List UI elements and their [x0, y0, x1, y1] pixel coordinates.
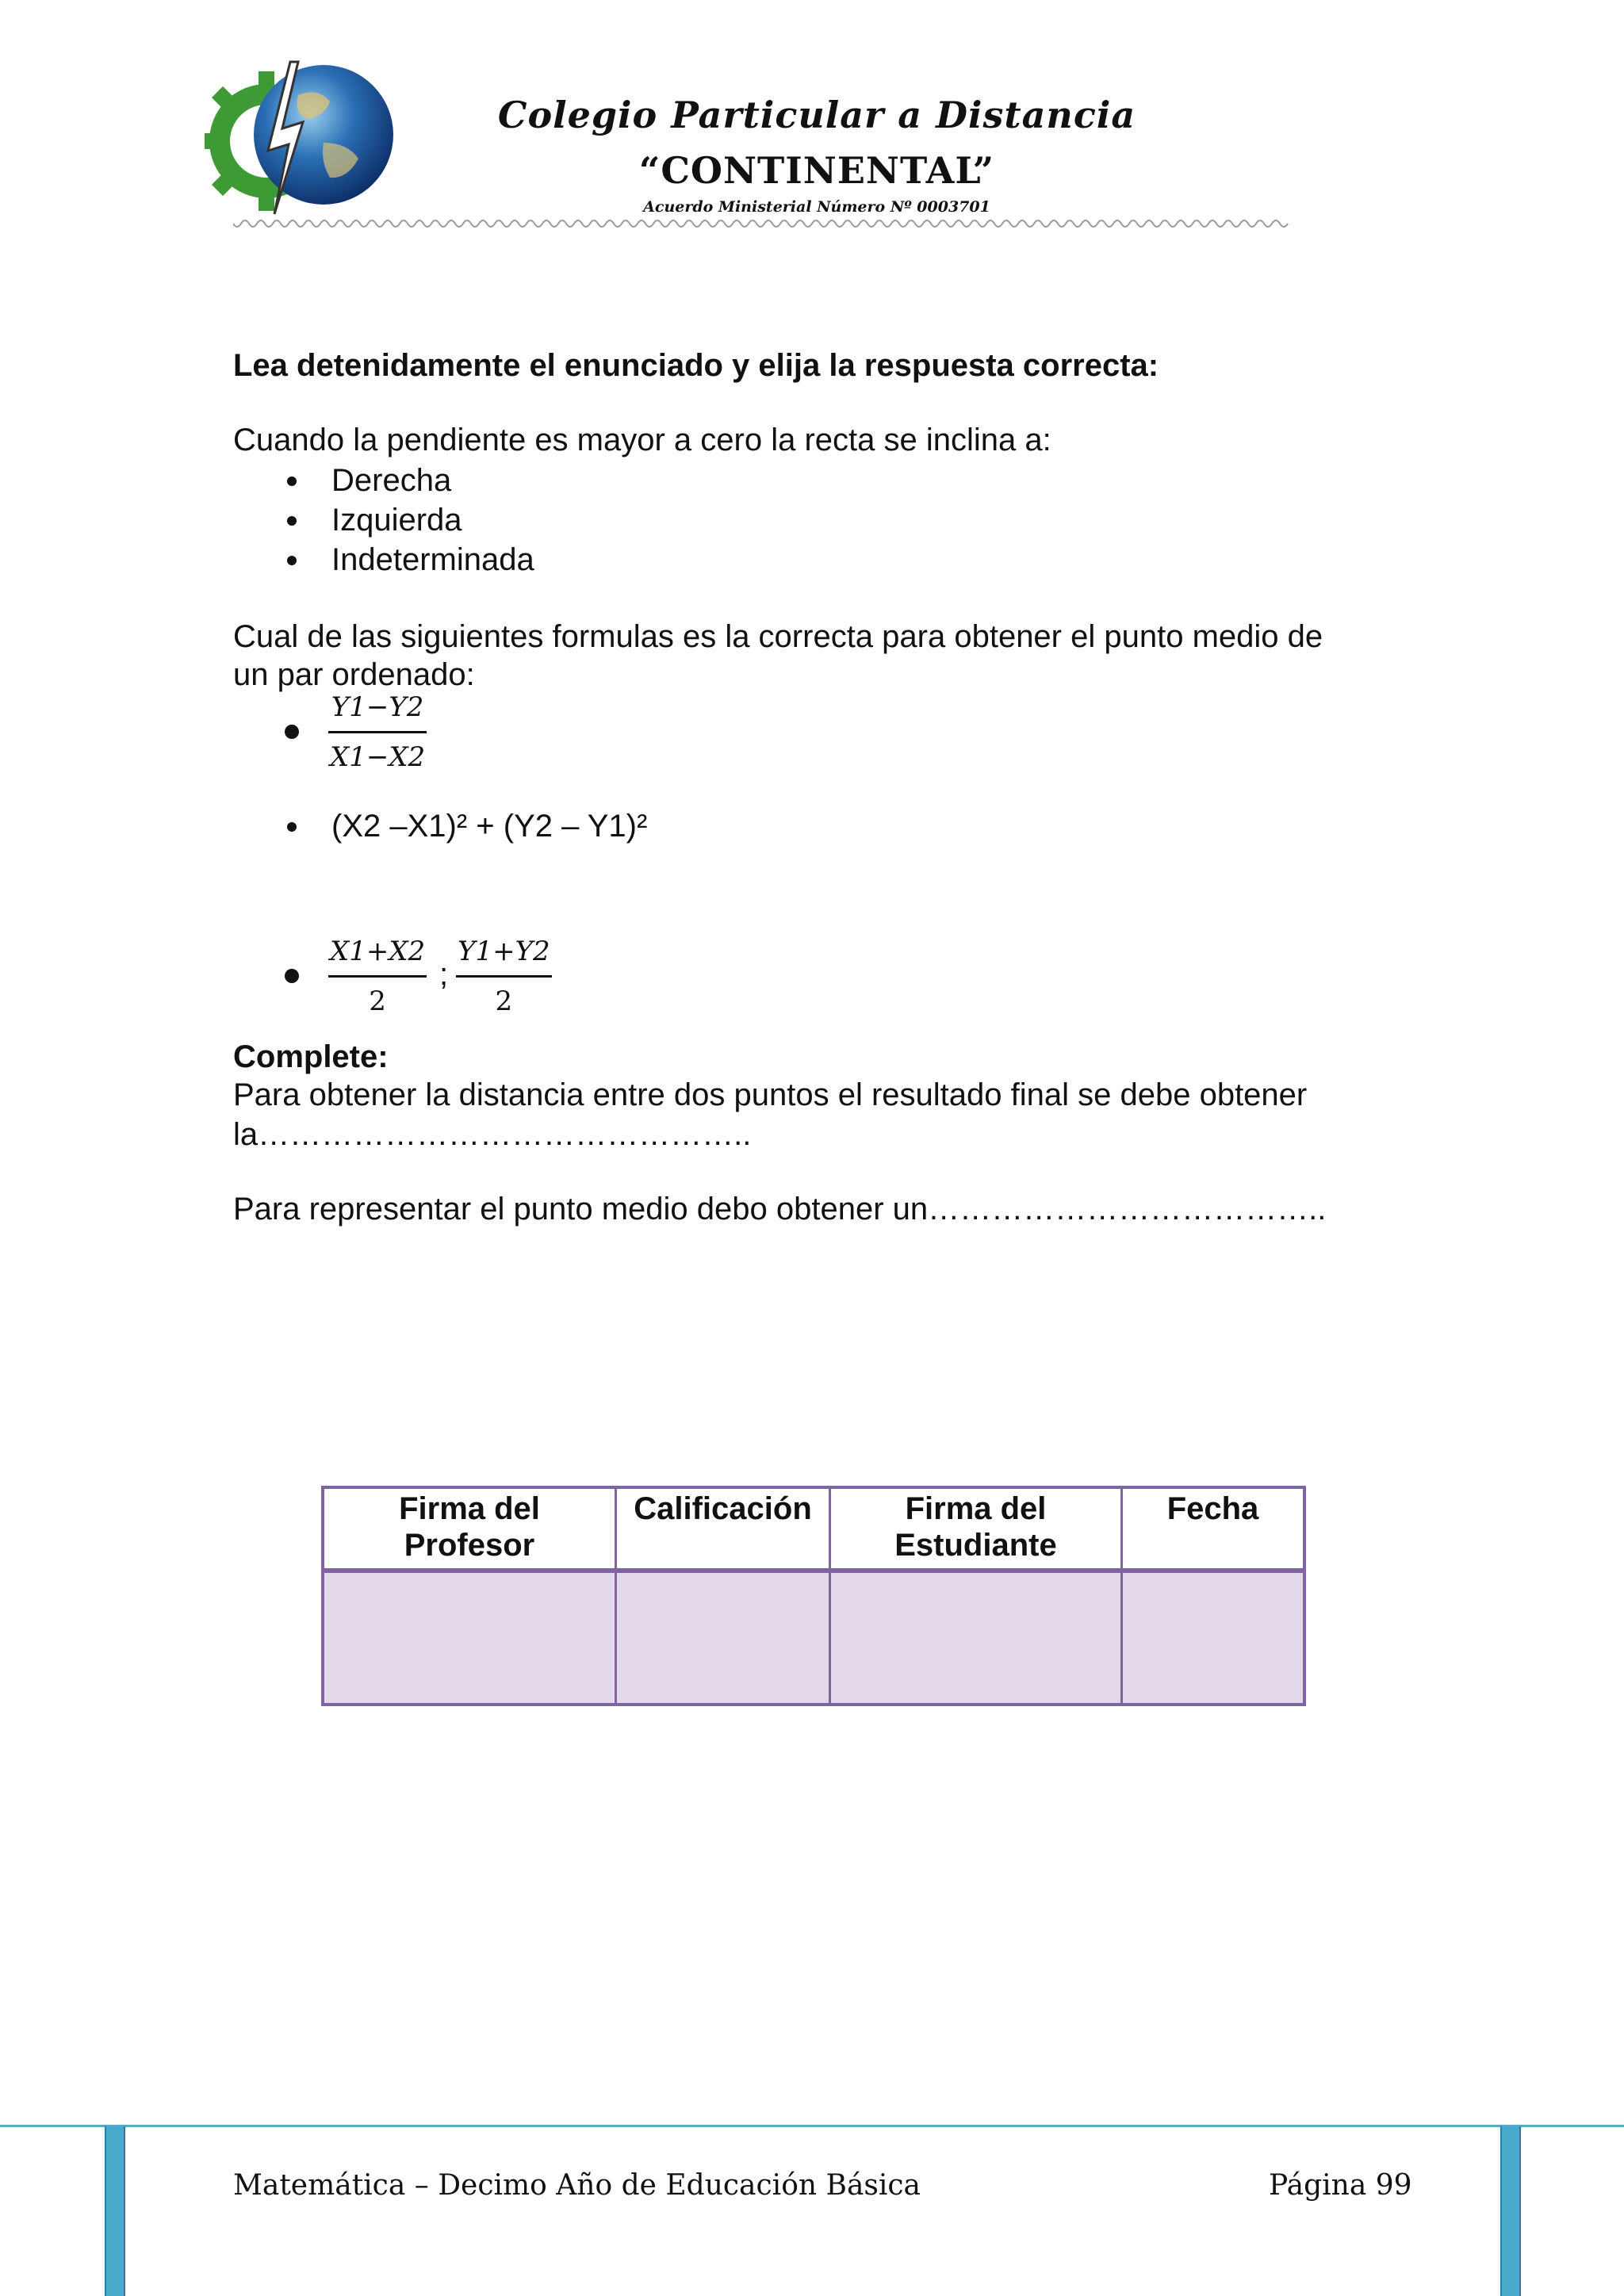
fraction-denominator: 2 — [495, 985, 513, 1017]
fraction-bar — [328, 731, 427, 733]
bullet-icon — [285, 969, 299, 983]
school-name: Colegio Particular a Distancia — [497, 94, 1136, 136]
q2-option-midpoint-x — [328, 932, 427, 1020]
header-calificacion — [617, 1489, 829, 1527]
bullet-icon — [287, 476, 297, 486]
header-firma-profesor — [324, 1489, 615, 1563]
fraction-numerator: X1+X2 — [330, 936, 426, 967]
header-text-line: Firma del — [399, 1491, 540, 1526]
fraction-denominator: 2 — [369, 985, 386, 1017]
q2-option-midpoint-y — [456, 932, 552, 1020]
fraction-bar — [328, 975, 427, 978]
footer-right-bar — [1500, 2126, 1521, 2296]
bullet-icon — [285, 725, 299, 739]
q1-option-indeterminada: Indeterminada — [331, 542, 534, 577]
header-text-line: Firma del — [905, 1491, 1047, 1526]
bullet-icon — [287, 556, 297, 565]
complete-sentence-1-line1: Para obtener la distancia entre dos puntos el resultado final se debe obtener — [233, 1077, 1308, 1112]
header-decorative-rule — [233, 219, 1400, 235]
ministerial-agreement: Acuerdo Ministerial Número Nº 0003701 — [643, 198, 990, 216]
bullet-icon — [287, 516, 297, 526]
question-2-line2: un par ordenado: — [233, 657, 475, 692]
complete-sentence-2: Para representar el punto medio debo obtener un……………………………….. — [233, 1192, 1327, 1226]
q2-option-slope-fraction — [328, 688, 427, 776]
header-fecha — [1123, 1489, 1303, 1527]
school-title: “CONTINENTAL” — [638, 149, 995, 192]
fraction-numerator: Y1+Y2 — [458, 936, 550, 967]
header-text-line: Estudiante — [894, 1528, 1057, 1563]
header-text-line: Profesor — [404, 1528, 535, 1563]
q1-option-izquierda: Izquierda — [331, 503, 462, 538]
question-1-text: Cuando la pendiente es mayor a cero la recta se inclina a: — [233, 423, 1051, 457]
footer-page-number: Página 99 — [1269, 2169, 1412, 2202]
complete-sentence-1-line2: la……………………………………….. — [233, 1117, 752, 1152]
footer-rule — [0, 2125, 1624, 2127]
question-2-line1: Cual de las siguientes formulas es la correcta para obtener el punto medio de — [233, 619, 1323, 654]
complete-heading: Complete: — [233, 1039, 389, 1074]
q2-option-distance-formula: (X2 –X1)² + (Y2 – Y1)² — [331, 809, 648, 844]
header-text-line: Calificación — [634, 1491, 812, 1526]
midpoint-separator: ; — [439, 957, 449, 992]
footer-subject: Matemática – Decimo Año de Educación Básica — [233, 2169, 921, 2202]
q1-option-derecha: Derecha — [331, 463, 452, 498]
fraction-bar — [456, 975, 552, 978]
school-logo — [205, 55, 395, 222]
table-header-divider — [324, 1568, 1303, 1573]
fraction-numerator: Y1−Y2 — [331, 691, 424, 723]
grade-table — [321, 1486, 1306, 1706]
footer-left-bar — [105, 2126, 125, 2296]
fraction-denominator: X1−X2 — [330, 741, 426, 773]
header-text-line: Fecha — [1166, 1491, 1259, 1526]
bullet-icon — [287, 822, 297, 832]
instructions-heading: Lea detenidamente el enunciado y elija la respuesta correcta: — [233, 348, 1159, 383]
header-firma-estudiante — [831, 1489, 1120, 1563]
